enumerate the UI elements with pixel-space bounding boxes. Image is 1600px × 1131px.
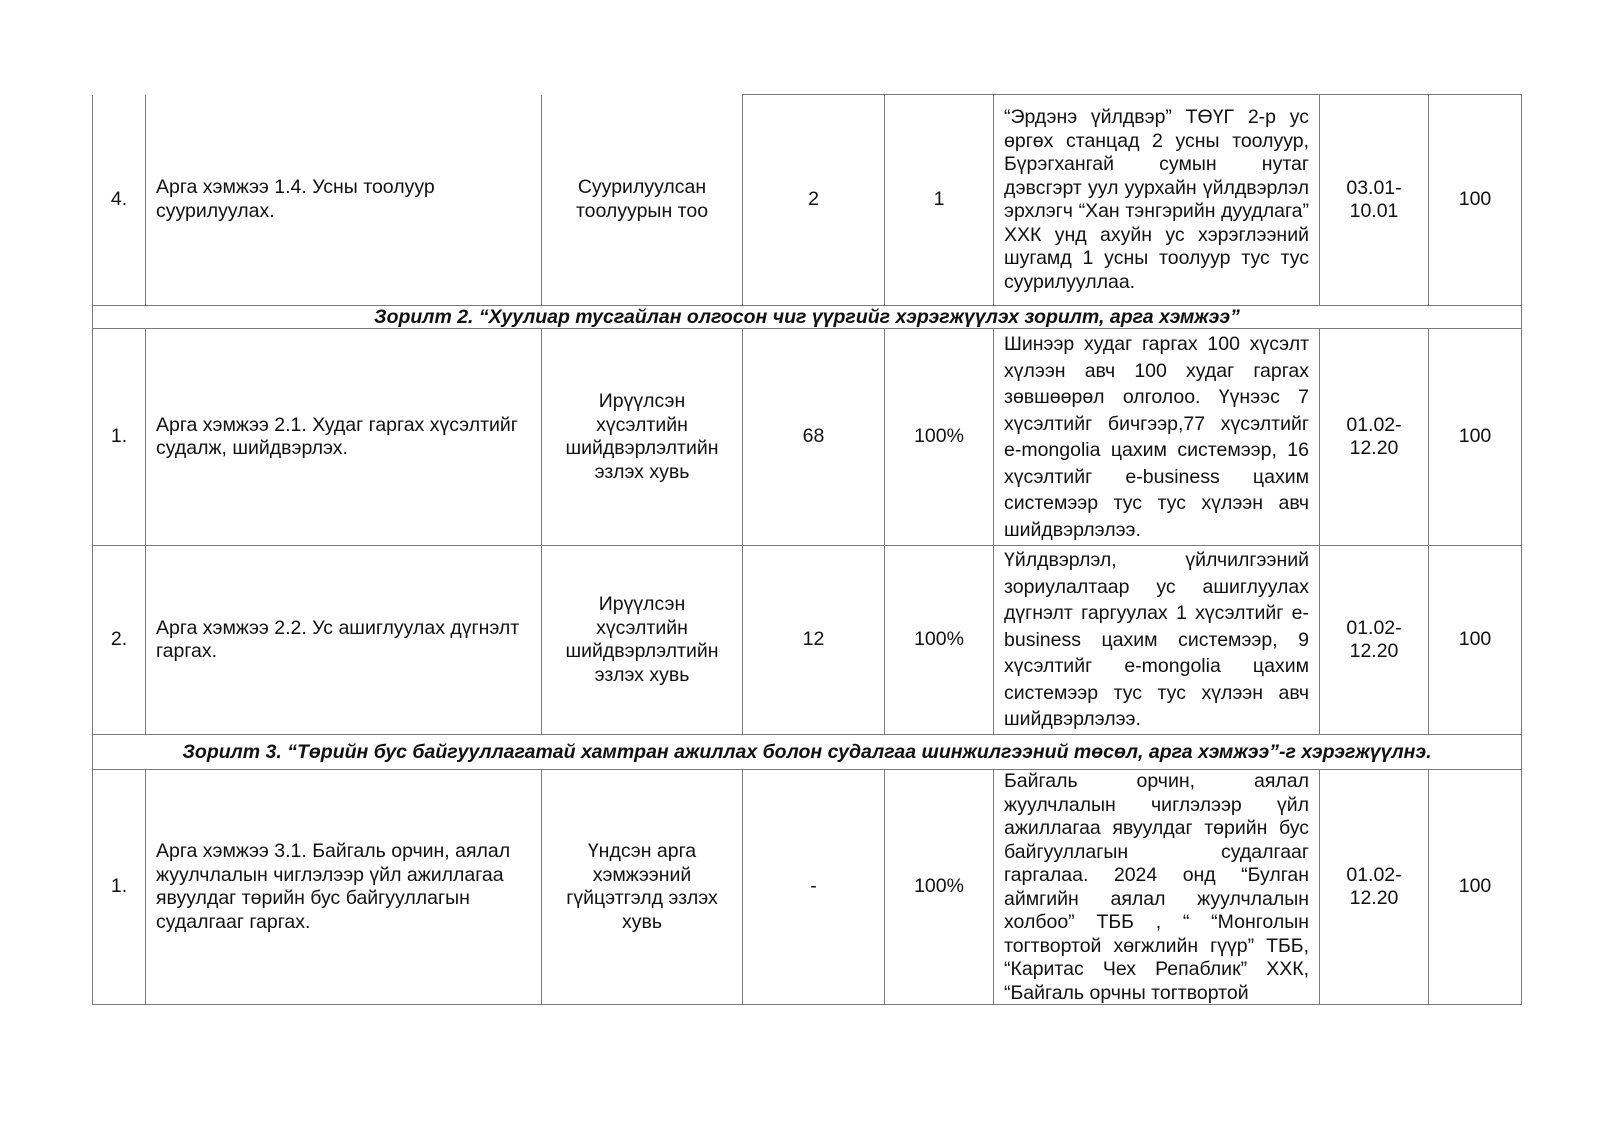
score-cell: 100 — [1429, 770, 1522, 1005]
action-cell: Арга хэмжээ 3.1. Байгаль орчин, аялал жуулчлалын чиглэлээр үйл ажиллагаа явуулдаг төрийн бус байгууллагын судалгааг гаргах. — [146, 770, 542, 1005]
date-cell: 03.01- 10.01 — [1320, 95, 1429, 306]
row-number: 1. — [93, 329, 146, 546]
score-cell: 100 — [1429, 329, 1522, 546]
table-row — [93, 546, 1522, 735]
result-cell: 100% — [885, 329, 994, 546]
score-cell: 100 — [1429, 95, 1522, 306]
score-cell: 100 — [1429, 546, 1522, 735]
indicator-cell: Суурилуулсан тоолуурын тоо — [542, 95, 743, 306]
goal-header-row — [93, 735, 1522, 770]
date-cell: 01.02- 12.20 — [1320, 546, 1429, 735]
indicator-cell: Ирүүлсэн хүсэлтийн шийдвэрлэлтийн эзлэх хувь — [542, 329, 743, 546]
description-text: Байгаль орчин, аялал жуулчлалын чиглэлээр үйл ажиллагаа явуулдаг төрийн бус байгууллагын судалгааг гаргалаа. 2024 онд “Булган аймгийн аялал жуулчлалын холбоо” ТББ , “ “Монголын тогтвортой хөгжлийн гүүр” ТББ, “Каритас Чех Репаблик” ХХК, “Байгаль орчны тогтвортой — [1004, 770, 1309, 1004]
action-cell: Арга хэмжээ 2.2. Ус ашиглуулах дүгнэлт гаргах. — [146, 546, 542, 735]
target-cell: 2 — [743, 95, 885, 306]
table-row — [93, 329, 1522, 546]
row-number: 1. — [93, 770, 146, 1005]
goal-heading: Зорилт 3. “Төрийн бус байгууллагатай хамтран ажиллах болон судалгаа шинжилгээний төсөл, арга хэмжээ”-г хэрэгжүүлнэ. — [93, 735, 1522, 770]
target-cell: 12 — [743, 546, 885, 735]
indicator-cell: Ирүүлсэн хүсэлтийн шийдвэрлэлтийн эзлэх хувь — [542, 546, 743, 735]
target-cell: 68 — [743, 329, 885, 546]
goal-header-row — [93, 306, 1522, 329]
description-cell: “Эрдэнэ үйлдвэр” ТӨҮГ 2-р ус өргөх станцад 2 усны тоолуур, Бүрэгхангай сумын нутаг дэвсгэрт уул уурхайн үйлдвэрлэл эрхлэгч “Хан тэнгэрийн дуудлага” ХХК унд ахуйн ус хэрэглээний шугамд 1 усны тоолуур тус тус суурилууллаа. — [994, 95, 1320, 306]
result-cell: 100% — [885, 770, 994, 1005]
row-number: 2. — [93, 546, 146, 735]
description-cell — [994, 770, 1320, 1005]
target-cell: - — [743, 770, 885, 1005]
row-number: 4. — [93, 95, 146, 306]
description-cell: Үйлдвэрлэл, үйлчилгээний зориулалтаар ус ашиглуулах дүгнэлт гаргуулах 1 хүсэлтийг e-business цахим системээр, 9 хүсэлтийг e-mongolia цахим системээр тус тус хүлээн авч шийдвэрлэлээ. — [994, 546, 1320, 735]
description-cell: Шинээр худаг гаргах 100 хүсэлт хүлээн авч 100 худаг гаргах зөвшөөрөл олголоо. Үүнээс 7 хүсэлтийг бичгээр,77 хүсэлтийг e-mongolia цахим системээр, 16 хүсэлтийг e-business цахим системээр тус тус хүлээн авч шийдвэрлэлээ. — [994, 329, 1320, 546]
date-cell: 01.02- 12.20 — [1320, 770, 1429, 1005]
result-cell: 1 — [885, 95, 994, 306]
date-cell: 01.02- 12.20 — [1320, 329, 1429, 546]
result-cell: 100% — [885, 546, 994, 735]
action-plan-table — [92, 94, 1522, 1005]
table-row — [93, 770, 1522, 1005]
indicator-cell: Үндсэн арга хэмжээний гүйцэтгэлд эзлэх хувь — [542, 770, 743, 1005]
goal-heading: Зорилт 2. “Хуулиар тусгайлан олгосон чиг үүргийг хэрэгжүүлэх зорилт, арга хэмжээ” — [93, 306, 1522, 329]
action-cell: Арга хэмжээ 2.1. Худаг гаргах хүсэлтийг судалж, шийдвэрлэх. — [146, 329, 542, 546]
table-row — [93, 95, 1522, 306]
action-cell: Арга хэмжээ 1.4. Усны тоолуур суурилуулах. — [146, 95, 542, 306]
